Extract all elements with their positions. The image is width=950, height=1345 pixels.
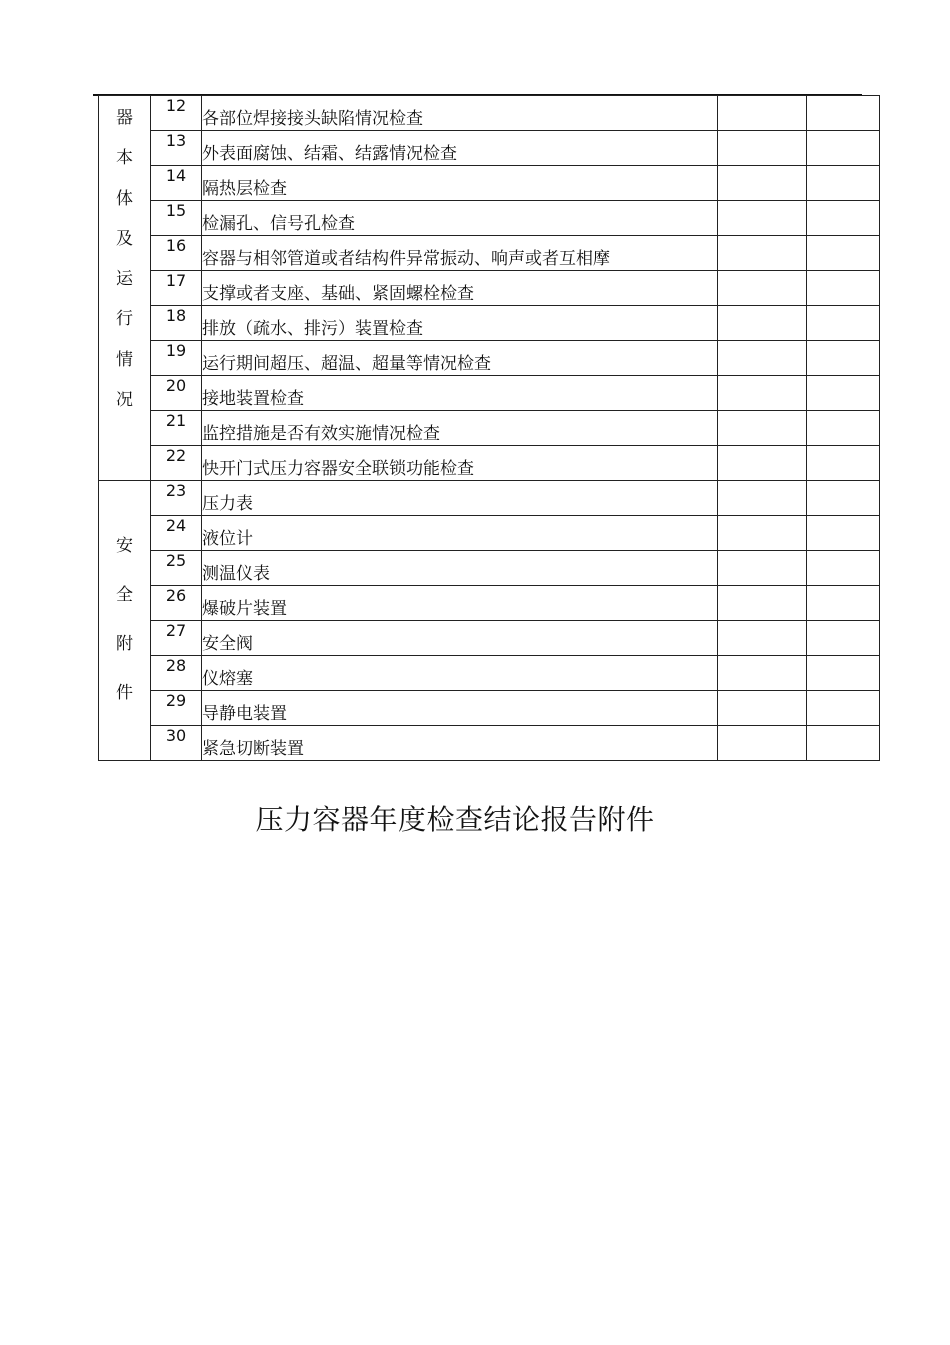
item-number: 27 (151, 621, 202, 656)
item-description-cell (202, 271, 718, 306)
result-cell[interactable] (718, 131, 807, 166)
result-cell[interactable] (718, 551, 807, 586)
item-description: 各部位焊接接头缺陷情况检查 (202, 109, 423, 129)
section-label-char: 况 (116, 390, 133, 411)
result-cell[interactable] (718, 516, 807, 551)
section-label-char: 体 (116, 188, 133, 209)
item-number: 18 (151, 306, 202, 341)
item-description: 仪熔塞 (202, 669, 253, 689)
remark-cell[interactable] (807, 271, 880, 306)
result-cell[interactable] (718, 306, 807, 341)
table-row (99, 271, 880, 306)
item-description: 测温仪表 (202, 564, 270, 584)
section-label-char: 件 (116, 683, 133, 703)
table-row (99, 201, 880, 236)
item-description-cell (202, 341, 718, 376)
item-description: 液位计 (202, 529, 253, 549)
result-cell[interactable] (718, 96, 807, 131)
remark-cell[interactable] (807, 201, 880, 236)
item-description: 运行期间超压、超温、超量等情况检查 (202, 354, 491, 374)
item-number: 30 (151, 726, 202, 761)
result-cell[interactable] (718, 236, 807, 271)
result-cell[interactable] (718, 411, 807, 446)
result-cell[interactable] (718, 341, 807, 376)
remark-cell[interactable] (807, 411, 880, 446)
item-description-cell (202, 726, 718, 761)
item-number: 22 (151, 446, 202, 481)
item-number: 25 (151, 551, 202, 586)
item-number: 12 (151, 96, 202, 131)
item-description: 导静电装置 (202, 704, 287, 724)
remark-cell[interactable] (807, 586, 880, 621)
table-row (99, 726, 880, 761)
inspection-table-body (99, 96, 880, 761)
result-cell[interactable] (718, 621, 807, 656)
remark-cell[interactable] (807, 551, 880, 586)
table-row (99, 691, 880, 726)
remark-cell[interactable] (807, 726, 880, 761)
table-row (99, 131, 880, 166)
item-number: 29 (151, 691, 202, 726)
section-label-char: 全 (116, 585, 133, 605)
item-number: 21 (151, 411, 202, 446)
table-row (99, 446, 880, 481)
item-description-cell (202, 306, 718, 341)
result-cell[interactable] (718, 691, 807, 726)
table-row (99, 586, 880, 621)
item-description-cell (202, 411, 718, 446)
result-cell[interactable] (718, 586, 807, 621)
table-row (99, 306, 880, 341)
remark-cell[interactable] (807, 656, 880, 691)
item-description: 容器与相邻管道或者结构件异常振动、响声或者互相摩 (202, 249, 610, 269)
table-row (99, 411, 880, 446)
item-number: 24 (151, 516, 202, 551)
item-description-cell (202, 96, 718, 131)
table-row (99, 481, 880, 516)
section-label-char: 附 (116, 634, 133, 654)
item-number: 15 (151, 201, 202, 236)
item-description: 外表面腐蚀、结霜、结露情况检查 (202, 144, 457, 164)
item-number: 26 (151, 586, 202, 621)
table-row (99, 516, 880, 551)
item-description-cell (202, 621, 718, 656)
table-row (99, 341, 880, 376)
section-label-char: 运 (116, 269, 133, 290)
item-description-cell (202, 691, 718, 726)
remark-cell[interactable] (807, 96, 880, 131)
item-description: 安全阀 (202, 634, 253, 654)
item-description-cell (202, 516, 718, 551)
remark-cell[interactable] (807, 166, 880, 201)
remark-cell[interactable] (807, 236, 880, 271)
item-description: 隔热层检查 (202, 179, 287, 199)
remark-cell[interactable] (807, 481, 880, 516)
result-cell[interactable] (718, 446, 807, 481)
item-description: 爆破片装置 (202, 599, 287, 619)
inspection-table (98, 95, 880, 761)
section-label-cell (99, 481, 151, 761)
remark-cell[interactable] (807, 691, 880, 726)
remark-cell[interactable] (807, 446, 880, 481)
result-cell[interactable] (718, 481, 807, 516)
result-cell[interactable] (718, 271, 807, 306)
table-row (99, 376, 880, 411)
section-label-char: 行 (116, 309, 133, 330)
item-description: 快开门式压力容器安全联锁功能检查 (202, 459, 474, 479)
section-label-char: 安 (116, 536, 133, 556)
section-label-char: 器 (116, 108, 133, 128)
result-cell[interactable] (718, 656, 807, 691)
item-description-cell (202, 166, 718, 201)
table-row (99, 166, 880, 201)
item-description: 排放（疏水、排污）装置检查 (202, 319, 423, 339)
item-number: 19 (151, 341, 202, 376)
remark-cell[interactable] (807, 306, 880, 341)
item-description-cell (202, 481, 718, 516)
page-title: 压力容器年度检查结论报告附件 (255, 803, 655, 836)
remark-cell[interactable] (807, 516, 880, 551)
remark-cell[interactable] (807, 341, 880, 376)
item-description-cell (202, 656, 718, 691)
section-label-cell (99, 96, 151, 481)
table-row (99, 236, 880, 271)
item-number: 14 (151, 166, 202, 201)
item-description: 支撑或者支座、基础、紧固螺栓检查 (202, 284, 474, 304)
item-description-cell (202, 201, 718, 236)
item-number: 13 (151, 131, 202, 166)
item-description-cell (202, 586, 718, 621)
result-cell[interactable] (718, 376, 807, 411)
item-number: 17 (151, 271, 202, 306)
table-row (99, 656, 880, 691)
table-row (99, 621, 880, 656)
item-description-cell (202, 131, 718, 166)
remark-cell[interactable] (807, 376, 880, 411)
result-cell[interactable] (718, 201, 807, 236)
item-number: 28 (151, 656, 202, 691)
table-row (99, 551, 880, 586)
item-number: 16 (151, 236, 202, 271)
remark-cell[interactable] (807, 621, 880, 656)
item-description-cell (202, 236, 718, 271)
item-description-cell (202, 551, 718, 586)
item-description: 监控措施是否有效实施情况检查 (202, 424, 440, 444)
result-cell[interactable] (718, 166, 807, 201)
item-description-cell (202, 376, 718, 411)
item-description: 紧急切断装置 (202, 739, 304, 759)
item-description: 检漏孔、信号孔检查 (202, 214, 355, 234)
item-description-cell (202, 446, 718, 481)
section-label-char: 本 (116, 148, 133, 169)
item-number: 20 (151, 376, 202, 411)
item-number: 23 (151, 481, 202, 516)
item-description: 接地装置检查 (202, 389, 304, 409)
table-row (99, 96, 880, 131)
section-label-char: 及 (116, 228, 133, 249)
item-description: 压力表 (202, 494, 253, 514)
section-label-char: 情 (116, 349, 133, 370)
remark-cell[interactable] (807, 131, 880, 166)
result-cell[interactable] (718, 726, 807, 761)
